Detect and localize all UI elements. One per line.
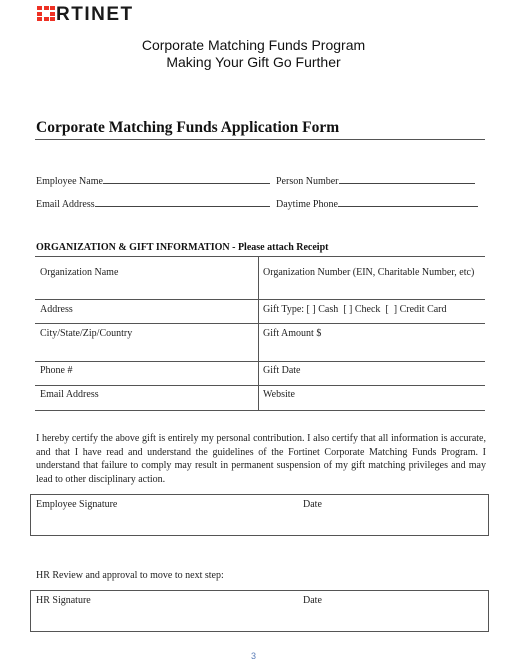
org-row-line-4 [35, 385, 485, 386]
email-row [36, 196, 270, 210]
organization-name-field[interactable]: Organization Name [40, 267, 119, 278]
email-address-label: Email Address [36, 199, 95, 210]
email-address-field[interactable] [95, 196, 270, 207]
org-table-divider [258, 256, 259, 411]
org-row-line-3 [35, 361, 485, 362]
org-section-divider [35, 256, 485, 257]
person-number-field[interactable] [339, 173, 475, 184]
daytime-phone-label: Daytime Phone [276, 199, 338, 210]
city-state-zip-field[interactable]: City/State/Zip/Country [40, 328, 133, 339]
employee-name-label: Employee Name [36, 176, 103, 187]
daytime-phone-field[interactable] [338, 196, 478, 207]
program-tagline: Making Your Gift Go Further [166, 54, 341, 70]
org-row-line-2 [35, 323, 485, 324]
title-divider [35, 139, 485, 140]
org-row-line-1 [35, 299, 485, 300]
fortinet-logo [37, 4, 134, 26]
form-title: Corporate Matching Funds Application Form [36, 119, 340, 136]
employee-signature-box[interactable] [30, 494, 489, 536]
hr-signature-box[interactable] [30, 590, 489, 632]
gift-type-field[interactable]: Gift Type: [ ] Cash [ ] Check [ ] Credit Card [263, 304, 447, 315]
phone-field[interactable]: Phone # [40, 365, 73, 376]
website-field[interactable]: Website [263, 389, 295, 400]
logo-wordmark: RTINET [56, 4, 134, 25]
employee-name-field[interactable] [103, 173, 270, 184]
gift-amount-field[interactable]: Gift Amount $ [263, 328, 322, 339]
fortinet-mark-icon [37, 6, 55, 21]
daytime-phone-row [276, 196, 478, 210]
certification-text: I hereby certify the above gift is entirely my personal contribution. I also certify that all information is accurate, and that I have read and understand the guidelines of the Fortinet Corporate Matching Funds Program. I understand that failure to comply may result in permanent suspension of my gift matching privileges and may lead to other disciplinary action. [36, 433, 486, 485]
page-number: 3 [250, 651, 256, 661]
gift-date-field[interactable]: Gift Date [263, 365, 301, 376]
address-field[interactable]: Address [40, 304, 73, 315]
employee-name-row [36, 173, 270, 187]
person-number-row [276, 173, 475, 187]
person-number-label: Person Number [276, 176, 339, 187]
organization-number-field[interactable]: Organization Number (EIN, Charitable Number, etc) [263, 267, 475, 278]
hr-date-label: Date [303, 595, 322, 606]
org-section-title: ORGANIZATION & GIFT INFORMATION - Please attach Receipt [36, 242, 329, 253]
hr-review-text: HR Review and approval to move to next step: [36, 570, 224, 581]
employee-signature-label: Employee Signature [36, 499, 118, 510]
org-row-line-5 [35, 410, 485, 411]
program-title: Corporate Matching Funds Program [141, 37, 366, 53]
employee-signature-date-label: Date [303, 499, 322, 510]
org-email-field[interactable]: Email Address [40, 389, 99, 400]
hr-signature-label: HR Signature [36, 595, 91, 606]
